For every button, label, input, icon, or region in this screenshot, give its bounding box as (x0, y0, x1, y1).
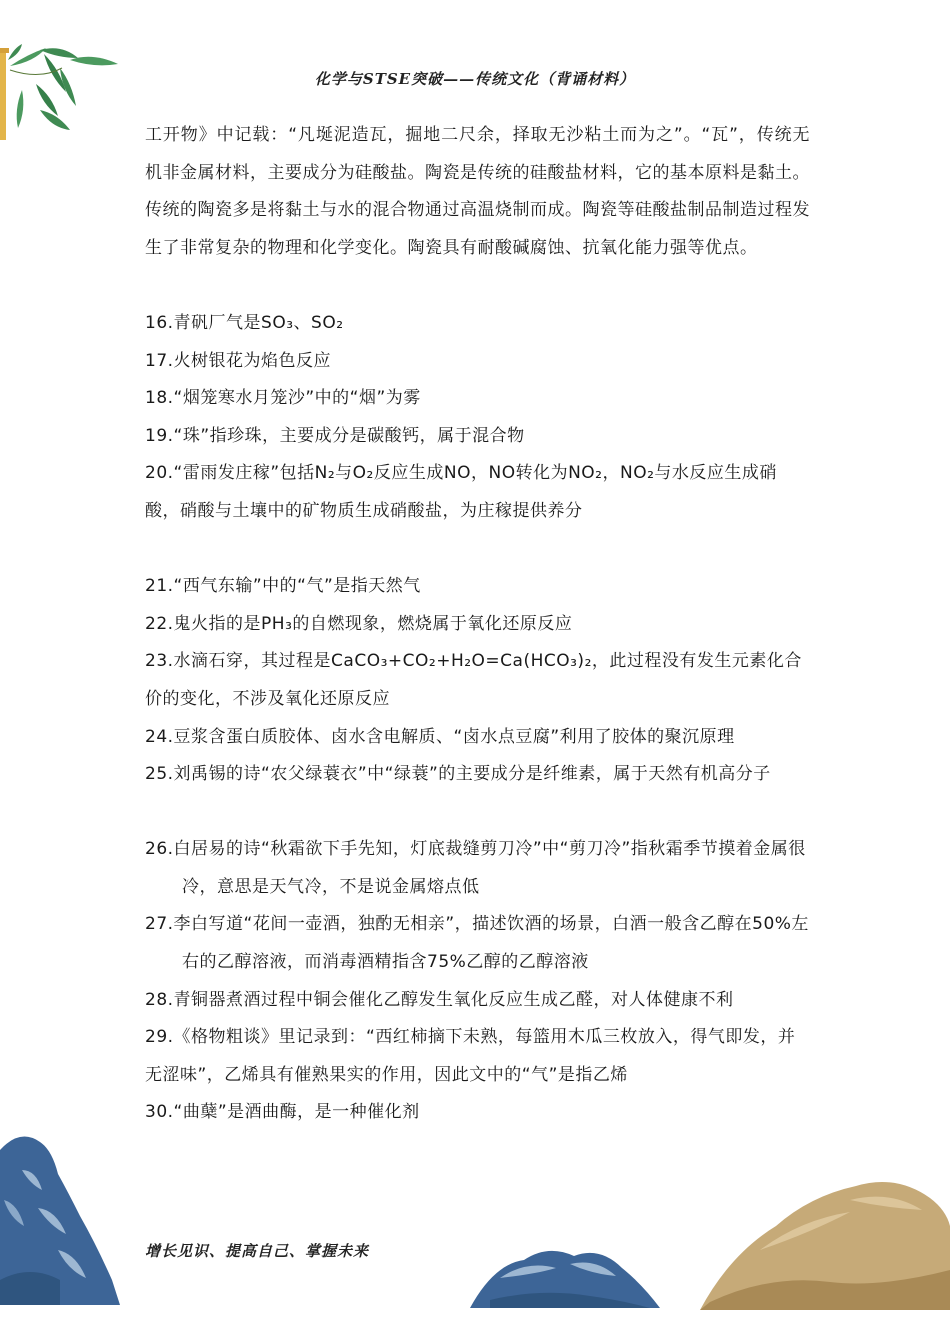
list-item-23: 23.水滴石穿，其过程是CaCO₃+CO₂+H₂O=Ca(HCO₃)₂，此过程没有发生元素化合价的变化，不涉及氧化还原反应 (145, 651, 802, 709)
header-title: 化学与STSE突破——传统文化（背诵材料） (314, 70, 636, 88)
list-item-20: 20.“雷雨发庄稼”包括N₂与O₂反应生成NO，NO转化为NO₂，NO₂与水反应生成硝酸，硝酸与土壤中的矿物质生成硝酸盐，为庄稼提供养分 (145, 463, 777, 521)
list-item-30: 30.“曲蘖”是酒曲酶，是一种催化剂 (145, 1102, 420, 1123)
list-item-25: 25.刘禹锡的诗“农父绿蓑衣”中“绿蓑”的主要成分是纤维素，属于天然有机高分子 (145, 764, 771, 785)
list-item-19: 19.“珠”指珍珠，主要成分是碳酸钙，属于混合物 (145, 425, 525, 446)
list-item-22: 22.鬼火指的是PH₃的自燃现象，燃烧属于氧化还原反应 (145, 613, 573, 634)
list-item-16: 16.青矾厂气是SO₃、SO₂ (145, 312, 344, 333)
list-item-26: 26.白居易的诗“秋霜欲下手先知，灯底裁缝剪刀冷”中“剪刀冷”指秋霜季节摸着金属很冷，意思是天气冷，不是说金属熔点低 (145, 839, 806, 897)
list-item-24: 24.豆浆含蛋白质胶体、卤水含电解质、“卤水点豆腐”利用了胶体的聚沉原理 (145, 726, 735, 747)
mountain-right-decoration (700, 1170, 950, 1310)
spacer (145, 267, 810, 305)
mountain-left-decoration (0, 1130, 120, 1305)
main-content (145, 117, 810, 1132)
intro-paragraph: 工开物》中记载：“凡埏泥造瓦，掘地二尺余，择取无沙粘土而为之”。“瓦”，传统无机非金属材料，主要成分为硅酸盐。陶瓷是传统的硅酸盐材料，它的基本原料是黏土。传统的陶瓷多是将黏土与水的混合物通过高温烧制而成。陶瓷等硅酸盐制品制造过程发生了非常复杂的物理和化学变化。陶瓷具有耐酸碱腐蚀、抗氧化能力强等优点。 (145, 125, 810, 258)
spacer (145, 794, 810, 832)
mountain-middle-decoration (470, 1238, 660, 1308)
bamboo-decoration (0, 40, 130, 140)
list-item-28: 28.青铜器煮酒过程中铜会催化乙醇发生氧化反应生成乙醛，对人体健康不利 (145, 989, 734, 1010)
list-item-29: 29.《格物粗谈》里记录到：“西红柿摘下未熟，每篮用木瓜三枚放入，得气即发，并无涩味”，乙烯具有催熟果实的作用，因此文中的“气”是指乙烯 (145, 1027, 796, 1085)
list-item-18: 18.“烟笼寒水月笼沙”中的“烟”为雾 (145, 388, 421, 409)
list-item-21: 21.“西气东输”中的“气”是指天然气 (145, 576, 421, 597)
list-item-27: 27.李白写道“花间一壶酒，独酌无相亲”，描述饮酒的场景，白酒一般含乙醇在50%左右的乙醇溶液，而消毒酒精指含75%乙醇的乙醇溶液 (145, 914, 809, 973)
list-item-17: 17.火树银花为焰色反应 (145, 350, 332, 371)
spacer (145, 531, 810, 569)
footer-slogan: 增长见识、提高自己、掌握未来 (145, 1242, 370, 1260)
